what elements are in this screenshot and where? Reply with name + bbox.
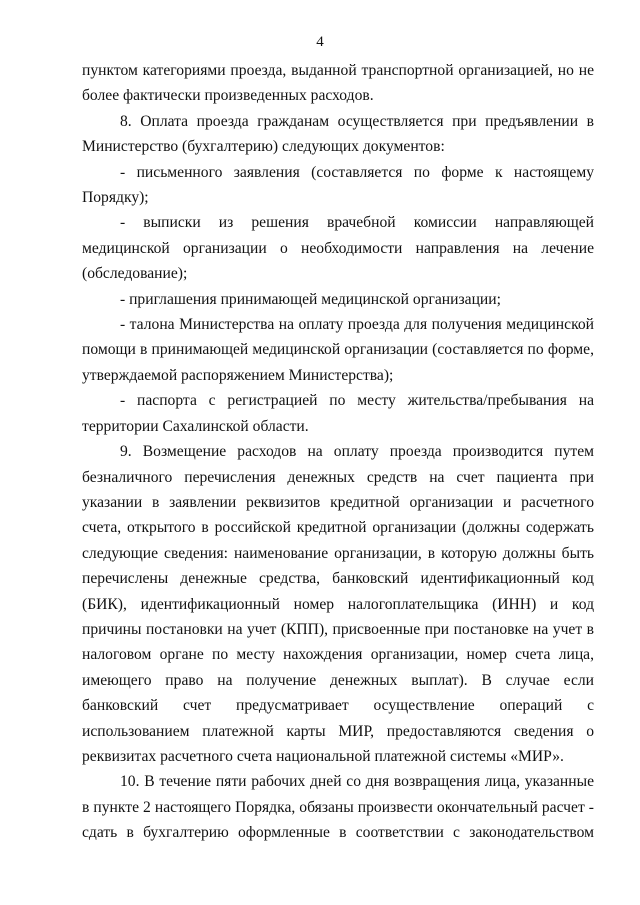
list-item-ministry-coupon: - талона Министерства на оплату проезда для получения медицинской помощи в принимающей медицинской организации (составляется по форме, утверждаемой распоряжением Министерства); [82, 316, 594, 384]
list-item-application: - письменного заявления (составляется по форме к настоящему Порядку); [82, 163, 594, 207]
list-item-invitation: - приглашения принимающей медицинской организации; [120, 290, 501, 308]
document-body [82, 58, 594, 846]
list-item-passport: - паспорта с регистрацией по месту жительства/пребывания на территории Сахалинской области. [82, 392, 594, 435]
list-item-commission-extract: - выписки из решения врачебной комиссии направляющей медицинской организации о необходимости направления на лечение (обследование); [82, 214, 594, 283]
paragraph-continuation: пунктом категориями проезда, выданной транспортной организацией, но не более фактически произведенных расходов. [82, 62, 594, 105]
paragraph-item-9: 9. Возмещение расходов на оплату проезда производится путем безналичного перечисления денежных средств на счет пациента при указании в заявлении реквизитов кредитной организации и расчетного счета, открытого в российской кредитной организации (должны содержать следующие сведения: наименование организации, в которую должны быть перечислены денежные средства, банковский идентификационный код (БИК), идентификационный номер налогоплательщика (ИНН) и код причины постановки на учет (КПП), присвоенные при постановке на учет в налоговом органе по месту нахождения организации, номер счета лица, имеющего право на получение денежных выплат). В случае если банковский счет предусматривает осуществление операций с использованием платежной карты МИР, предоставляются сведения о реквизитах расчетного счета национальной платежной системы «МИР». [82, 443, 594, 765]
page-number: 4 [316, 34, 324, 50]
paragraph-item-10: 10. В течение пяти рабочих дней со дня возвращения лица, указанные в пункте 2 настоящего Порядка, обязаны произвести окончательный расчет - сдать в бухгалтерию оформленные в соответствии с законодательством [82, 773, 594, 842]
paragraph-item-8: 8. Оплата проезда гражданам осуществляется при предъявлении в Министерство (бухгалтерию) следующих документов: [82, 112, 594, 156]
